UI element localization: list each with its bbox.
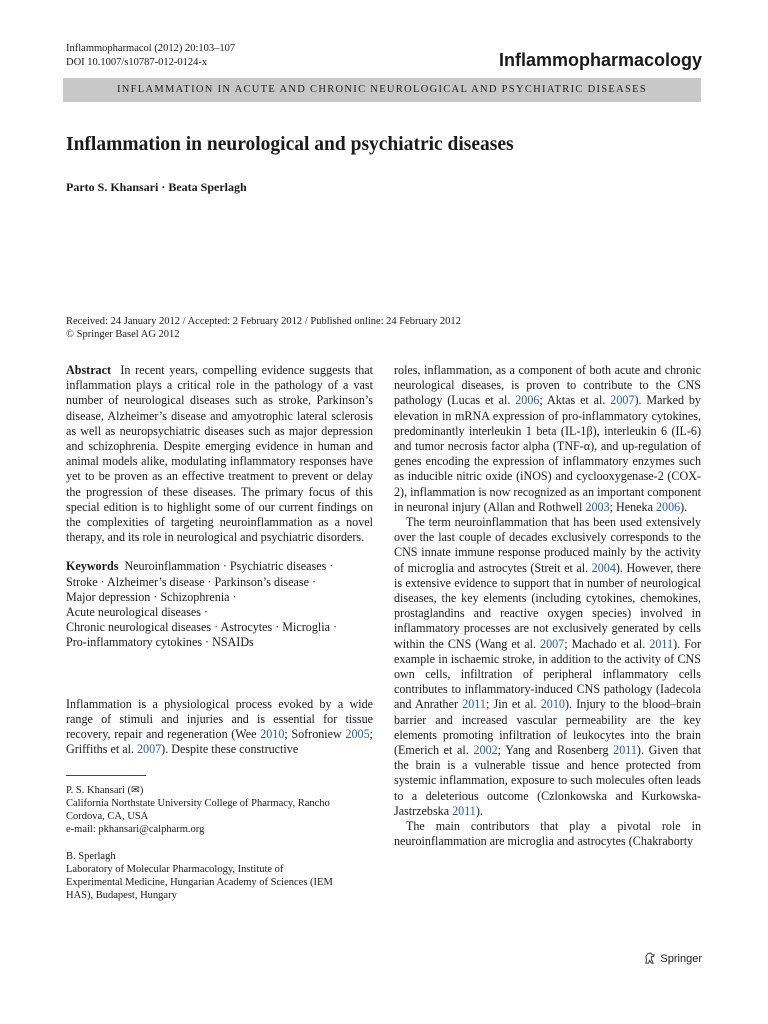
citation-link[interactable]: 2003 [585, 499, 610, 514]
article-dates [66, 315, 461, 341]
keywords-label: Keywords [66, 559, 119, 574]
intro-paragraph: Inflammation is a physiological process evoked by a wide range of stimuli and injuries and is essential for tissue recovery, repair and regeneration (Wee 2010; Sofroniew 2005; Griffiths et al. 2007). Despite these constructive [66, 696, 373, 757]
author-name: B. Sperlagh [66, 851, 116, 863]
left-column [66, 363, 373, 902]
keywords-line: Chronic neurological diseases · Astrocytes · Microglia · [66, 620, 338, 635]
citation-link[interactable]: 2005 [345, 727, 370, 742]
citation-link[interactable]: 2006 [655, 499, 681, 514]
citation-link[interactable]: 2007 [610, 393, 635, 408]
abstract-label: Abstract [66, 363, 112, 377]
article-title: Inflammation in neurological and psychiatric diseases [66, 134, 514, 155]
citation: Inflammopharmacol (2012) 20:103–107 [66, 43, 236, 54]
citation-link[interactable]: 2002 [473, 743, 498, 758]
body-paragraph: roles, inflammation, as a component of both acute and chronic neurological diseases, is proven to contribute to the CNS pathology (Lucas et al. 2006; Aktas et al. 2007). Marked by elevation in mRNA expression of pro-inflammatory cytokines, predominantly interleukin 1 beta (IL-1β), interleukin 6 (IL-6) and tumor necrosis factor alpha (TNF-α), and up-regulation of genes encoding the expression of inflammatory enzymes such as inducible nitric oxide (iNOS) and cyclooxygenase-2 (COX-2), inflammation is now recognized as an important component in neuronal injury (Allan and Rothwell 2003; Heneka 2006). [394, 363, 701, 514]
history-dates: Received: 24 January 2012 / Accepted: 2 February 2012 / Published online: 24 February 2012 [66, 316, 461, 327]
journal-meta [66, 42, 235, 70]
keywords-line: Stroke · Alzheimer’s disease · Parkinson’s disease · [66, 574, 316, 589]
author-name: P. S. Khansari (✉) [66, 785, 144, 797]
keywords-line: Acute neurological diseases · [66, 605, 209, 620]
doi: DOI 10.1007/s10787-012-0124-x [66, 57, 208, 68]
copyright: © Springer Basel AG 2012 [66, 329, 180, 340]
keywords-line: Major depression · Schizophrenia · [66, 589, 237, 604]
citation-link[interactable]: 2011 [452, 803, 476, 818]
abstract-text: In recent years, compelling evidence suggests that inflammation plays a critical role in the pathology of a vast number of neurological diseases such as stroke, Parkinson’s disease, Alzheimer’s disease and amyotrophic lateral sclerosis as well as neuropsychiatric diseases such as major depression and schizophrenia. Despite emerging evidence in human and animal models alike, modulating inflammatory responses have yet to be proven as an effective treatment to prevent or delay the progression of these diseases. The primary focus of this special edition is to highlight some of our current findings on the complexities of targeting neuroinflammation as a novel therapy, and its role in neurological and psychiatric disorders. [66, 363, 374, 545]
keywords-line: Pro-inflammatory cytokines · NSAIDs [66, 635, 254, 650]
right-column [394, 363, 701, 850]
citation-link[interactable]: 2006 [515, 393, 540, 408]
body-paragraph: The main contributors that play a pivotal role in neuroinflammation are microglia and astrocytes (Chakraborty [394, 819, 701, 849]
footnote-divider [66, 775, 146, 776]
body-paragraph: The term neuroinflammation that has been used extensively over the last couple of decades exclusively corresponds to the CNS innate immune response produced mainly by the activity of microglia and astrocytes (Streit et al. 2004). However, there is extensive evidence to support that in number of neurological diseases, the key elements (including cytokines, chemokines, prostaglandins and reactive oxygen species) involved in inflammatory processes are not exclusively generated by cells within the CNS (Wang et al. 2007; Machado et al. 2011). For example in ischaemic stroke, in addition to the activity of CNS own cells, infiltration of peripheral inflammatory cells contributes to inflammatory-induced CNS pathology (Iadecola and Anrather 2011; Jin et al. 2010). Injury to the blood–brain barrier and increased vascular permeability are the key elements promoting infiltration of leukocytes into the brain (Emerich et al. 2002; Yang and Rosenberg 2011). Given that the brain is a vulnerable tissue and hence protected from systemic inflammation, exposure to such molecules often leads to a deleterious outcome (Czlonkowska and Kurkowska-Jastrzebska 2011). [394, 515, 702, 818]
authors: Parto S. Khansari · Beata Sperlagh [66, 180, 247, 194]
section-banner: INFLAMMATION IN ACUTE AND CHRONIC NEUROLOGICAL AND PSYCHIATRIC DISEASES [63, 78, 701, 102]
abstract [66, 363, 373, 545]
springer-horse-icon [643, 952, 656, 965]
publisher-name: Springer [660, 952, 702, 965]
journal-name: Inflammopharmacology [498, 50, 702, 70]
citation-link[interactable]: 2004 [591, 560, 616, 575]
citation-link[interactable]: 2007 [540, 636, 565, 651]
citation-link[interactable]: 2010 [540, 697, 565, 712]
citation-link[interactable]: 2007 [136, 742, 162, 757]
citation-link[interactable]: 2011 [462, 697, 486, 712]
affiliation-khansari: P. S. Khansari (✉) California Northstate University College of Pharmacy, Rancho Cordova, CA, USA e-mail: pkhansari@calpharm.org [66, 784, 373, 836]
publisher-logo [643, 952, 702, 965]
citation-link[interactable]: 2011 [613, 743, 637, 758]
author-email[interactable]: e-mail: pkhansari@calpharm.org [66, 824, 205, 836]
citation-link[interactable]: 2011 [649, 636, 674, 651]
affiliation-sperlagh: B. Sperlagh Laboratory of Molecular Pharmacology, Institute of Experimental Medicine, Hungarian Academy of Sciences (IEM HAS), Budapest, Hungary [66, 850, 373, 902]
keywords [66, 559, 373, 650]
keywords-line: Neuroinflammation · Psychiatric diseases · [124, 559, 334, 574]
citation-link[interactable]: 2010 [260, 727, 285, 742]
